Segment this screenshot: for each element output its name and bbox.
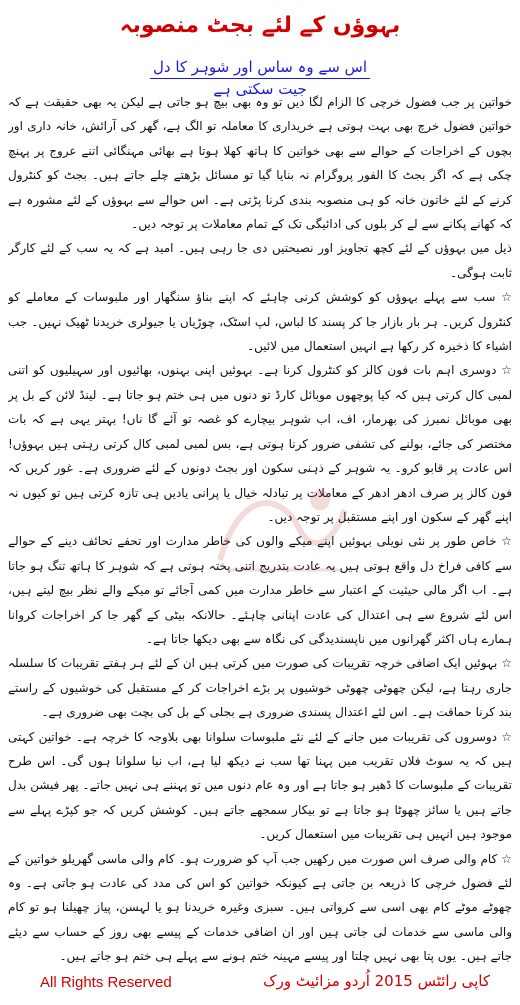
copyright-urdu-text: کاپی رائٹس 2015 اُردو مزائیٹ ورک xyxy=(263,972,490,990)
paragraph-lead: ذیل میں بہوؤں کے لئے کچھ تجاویز اور نصیحتیں دی جا رہی ہیں۔ امید ہے کہ یہ سب کے لئے کارگر ثابت ہوگی۔ xyxy=(8,241,512,280)
rights-reserved-text: All Rights Reserved xyxy=(40,974,172,991)
paragraph-intro: خواتین پر جب فضول خرچی کا الزام لگا دیں تو وہ بھی بیچ ہو جاتی ہے لیکن یہ بھی حقیقت ہے کہ خواتین فضول خرچ بھی بہت ہوتی ہے خریداری کا معاملہ تو الگ ہے، گھر کی آرائش، خانہ داری اور بچوں کے اخراجات کے حوالے سے بھی خواتین کا ہاتھ کھلا ہوتا ہے بھائی مہنگائی اتنے عروج پر پہنچ چکی ہے کہ اگر بجٹ کا الفور پروگرام نہ بنایا گیا تو مسائل بڑھتے چلے جاتے ہیں۔ بجٹ کو کنٹرول کرنے کے لئے خاتون خانہ کو ہی منصوبہ بندی کرنا پڑتی ہے۔ اس حوالے سے بہوؤں کے لئے مشورہ ہے کہ کھانے پکانے سے لے کر بلوں کی ادائیگی تک کے تمام معاملات پر توجہ دیں۔ xyxy=(8,95,512,232)
article-title: بہوؤں کے لئے بجٹ منصوبہ xyxy=(119,13,401,38)
paragraph-tip-hospitality: ☆ خاص طور پر نئی نویلی بہوئیں اپنے میکے والوں کی خاطر مدارت اور تحفے تحائف دینے کے حوالے سے کافی فراخ دل واقع ہوتی ہیں یہ عادت بتدریج اتنی پختہ ہوتی ہے کہ شوہر کا ہاتھ تنگ ہو جاتا ہے۔ اب اگر مالی حیثیت کے اعتبار سے خاطر مدارت میں کمی آجائے تو میکے والے نظر بیچ لیتے ہیں، اس لئے شروع سے ہی اعتدال کی عادت اپنانی چاہئے۔ حالانکہ بیٹی کے گھر جا کر اخراجات کروانا ہمارے ہاں اکثر گھرانوں میں ناپسندیدگی کی نگاہ سے بھی دیکھا جاتا ہے۔ xyxy=(8,534,512,646)
page-footer xyxy=(0,968,520,998)
paragraph-tip-events: ☆ بہوئیں ایک اضافی خرچہ تقریبات کی صورت میں کرتی ہیں ان کے لئے ہر ہفتے تقریبات کا سلسلہ جاری رہتا ہے، لیکن چھوٹی چھوٹی خوشیوں پر بڑے اخراجات کر کے مستقبل کی خوشیوں کے راستے بند کرنا حماقت ہے۔ اس لئے اعتدال پسندی ضروری ہے بجلی کے بل کی بچت بھی ضروری ہے۔ xyxy=(8,656,512,720)
article-subtitle: اس سے وہ ساس اور شوہر کا دل جیت سکتی ہے xyxy=(150,56,370,79)
paragraph-tip-maid: ☆ کام والی صرف اس صورت میں رکھیں جب آپ کو ضرورت ہو۔ کام والی ماسی گھریلو خواتین کے لئے فضول خرچی کا ذریعہ بن جاتی ہے کیونکہ خواتین کو اس کی مدد کی عادت ہو جاتی ہے۔ وہ چھوٹے موٹے کام بھی اسی سے کرواتی ہیں۔ سبزی وغیرہ خریدنا ہو یا لہسن، پیاز چھیلنا ہو تو کام والی ماسی سے خدمات لی جاتی ہیں اور ان اضافی خدمات کے پیسے بھی روز کے حساب سے دیئے جاتے ہیں۔ یوں پتا بھی نہیں چلتا اور پیسے مہینہ ختم ہونے سے پہلے ہی ختم ہو جاتے ہیں۔ xyxy=(8,851,512,964)
paragraph-tip-dressing: ☆ سب سے پہلے بہوؤں کو کوشش کرنی چاہئے کہ اپنے بناؤ سنگھار اور ملبوسات کے معاملے کو کنٹرول کریں۔ ہر بار بازار جا کر پسند کا لباس، لپ اسٹک، چوڑیاں یا جیولری خریدنا ٹھیک نہیں۔ جب اشیاء کا ذخیرہ کر رکھا ہے انہیں استعمال میں لائیں۔ xyxy=(8,290,512,354)
paragraph-tip-clothes: ☆ دوسروں کی تقریبات میں جانے کے لئے نئے ملبوسات سلوانا بھی بلاوجہ کا خرچہ ہے۔ خواتین کہتی ہیں کہ یہ سوٹ فلاں تقریب میں پہنا تھا سب نے دیکھ لیا ہے، اب نیا سلوانا ہوں گی۔ اس طرح تقریبات کے ملبوسات کا ڈھیر ہو جاتا ہے اور وہ عام دنوں میں تو پہننے ہی نہیں جاتے۔ پھر فیشن بدل جاتے ہیں یا سائز چھوٹا ہو جاتا ہے تو بیکار سمجھے جاتے ہیں۔ کوشش کریں کہ جو کپڑے پہلے سے موجود ہیں انہیں ہی تقریبات میں استعمال کریں۔ xyxy=(8,729,512,842)
article-body xyxy=(8,90,512,970)
paragraph-tip-phone: ☆ دوسری اہم بات فون کالز کو کنٹرول کرنا ہے۔ بہوئیں اپنی بہنوں، بھائیوں اور سہیلیوں کو اتنی لمبی کال کرتی ہیں کہ کیا پوچھوں موبائل کارڈ تو دنوں میں ہی ختم ہو جاتا ہے۔ لینڈ لائن کے بل پر بھی موبائل نمبرز کی بھرمار، اف، اب شوہر بیچارے کو غصہ تو آئے گا ناں! بہتر یہی ہے کہ بات مختصر کی جائے، بولنے کی تشفی ضرور کرنا ہوتی ہے، بس لمبی لمبی کال کرتی رہتی ہیں بہوؤں! اس عادت پر قابو کرو۔ یہ شوہر کے ذہنی سکون اور بجٹ دونوں کے لئے ضروری ہے۔ غور کریں کہ فون کالز پر صرف ادھر ادھر کے معاملات پر تبادلہ خیال یا پرانی یادیں ہی تازہ کرتی ہیں تو کیوں نہ اپنے گھر کے سکون اور اپنے مستقبل پر توجہ دیں۔ xyxy=(8,363,512,524)
